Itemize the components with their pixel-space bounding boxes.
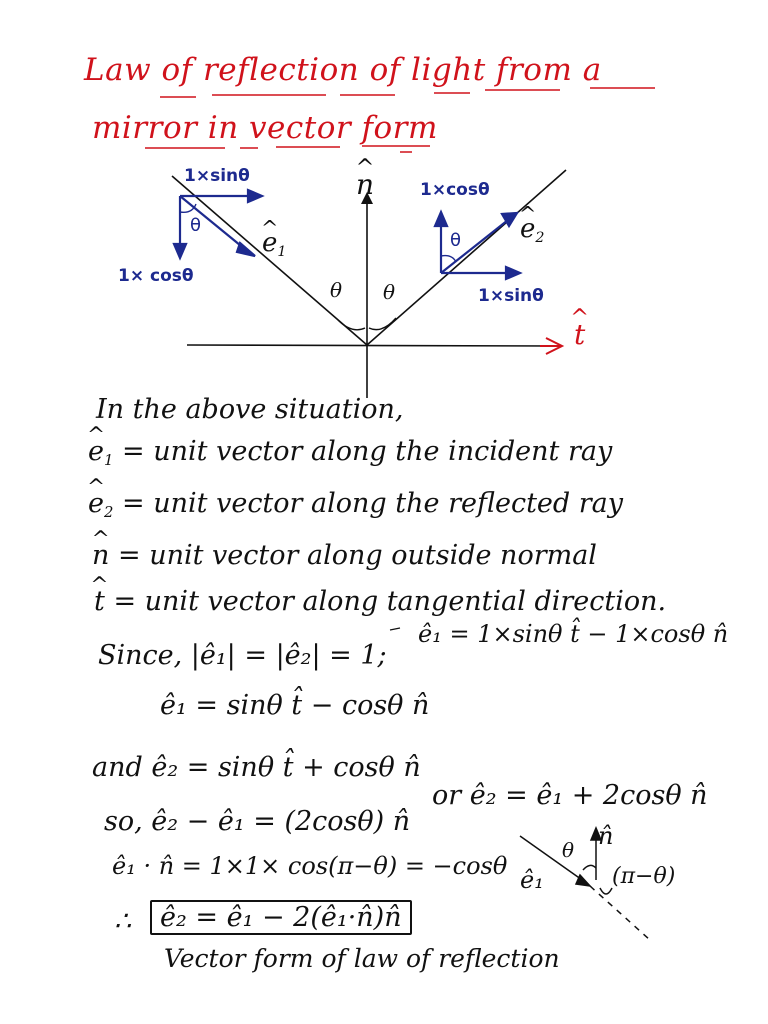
title-line-2: mirror in vector form (92, 110, 438, 146)
notes-line-10: ê₁ · n̂ = 1×1× cos(π−θ) = −cosθ (112, 852, 508, 880)
mirror-line (187, 345, 558, 346)
notes-line-9-left: so, ê₂ − ê₁ = (2cosθ) n̂ (104, 806, 411, 837)
notes-line-2: ^ $e_1$ = unit vector along the incident ray (88, 436, 612, 469)
left-theta: θ (190, 215, 202, 236)
normal-label: ^ n (356, 168, 374, 201)
tangent-label: ^ t (574, 318, 585, 351)
theta-left: θ (330, 278, 343, 302)
notes-line-7: ê₁ = sinθ t̂ − cosθ n̂ (160, 690, 430, 721)
small-theta: θ (562, 838, 575, 862)
right-top-component: 1×cosθ (420, 180, 490, 200)
small-n: n̂ (598, 822, 614, 850)
right-side-component: 1×sinθ (478, 286, 544, 306)
e1-label: ^ $e_1$ (262, 228, 287, 260)
boxed-result: ê₂ = ê₁ − 2(ê₁·n̂)n̂ (150, 900, 412, 935)
e2-label: ^ $e_2$ (520, 214, 545, 246)
theta-right: θ (383, 280, 396, 304)
therefore-symbol: ∴ (114, 906, 132, 937)
notes-line-3: ^ $e_2$ = unit vector along the reflected ray (88, 488, 623, 521)
notes-line-9-right: or ê₂ = ê₁ + 2cosθ n̂ (432, 780, 708, 811)
title-line-1: Law of reflection of light from a (84, 52, 602, 88)
small-e1: ê₁ (520, 866, 544, 894)
notes-line-12: Vector form of law of reflection (164, 944, 560, 973)
notes-line-5: ^ t = unit vector along tangential direction. (94, 586, 666, 617)
notes-line-6-left: Since, |ê₁| = |ê₂| = 1; (98, 640, 387, 671)
left-side-component: 1× cosθ (118, 266, 194, 286)
notes-line-1: In the above situation, (96, 394, 404, 425)
small-pi-minus-theta: (π−θ) (612, 864, 676, 889)
notes-line-8: and ê₂ = sinθ t̂ + cosθ n̂ (92, 752, 421, 783)
notes-line-4: ^ n = unit vector along outside normal (92, 540, 597, 571)
incident-ray (172, 176, 367, 345)
notes-line-6-right: ê₁ = 1×sinθ t̂ − 1×cosθ n̂ (418, 620, 729, 648)
right-theta: θ (450, 230, 462, 251)
left-top-component: 1×sinθ (184, 166, 250, 186)
